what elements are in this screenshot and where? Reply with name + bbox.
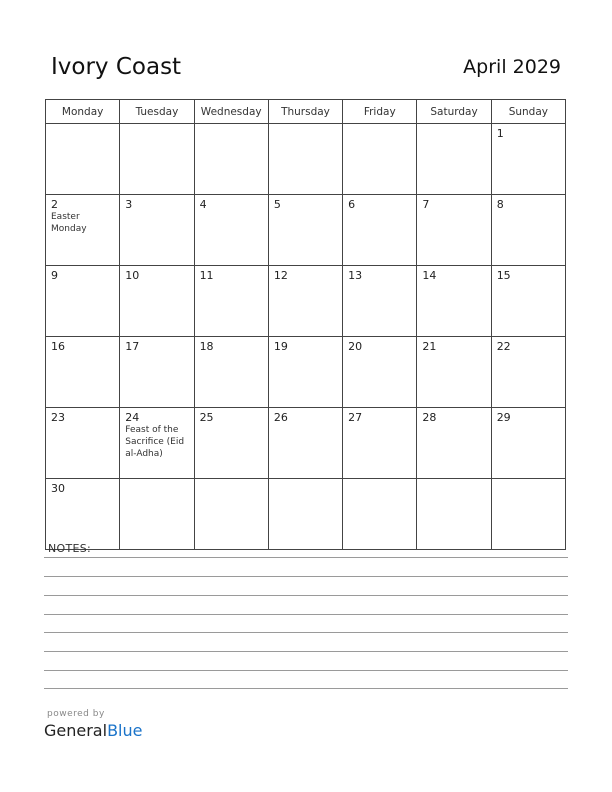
day-cell (491, 337, 565, 408)
day-cell (46, 195, 120, 266)
day-number: 22 (496, 340, 511, 353)
day-number: 10 (125, 269, 140, 282)
day-cell (120, 124, 194, 195)
day-number: 20 (348, 340, 363, 353)
day-number: 18 (199, 340, 214, 353)
day-number: 17 (125, 340, 140, 353)
day-cell (417, 195, 491, 266)
day-number: 13 (348, 269, 363, 282)
day-number: 15 (496, 269, 511, 282)
day-number: 27 (348, 411, 363, 424)
day-cell (417, 337, 491, 408)
day-cell (194, 124, 268, 195)
holiday-label: Easter Monday (51, 212, 87, 234)
week-row (46, 479, 566, 550)
weekday-header: Thursday (268, 100, 342, 124)
calendar-month-title: April 2029 (463, 56, 561, 78)
day-cell (46, 266, 120, 337)
day-cell (268, 408, 342, 479)
week-row (46, 124, 566, 195)
day-cell (194, 337, 268, 408)
day-number: 21 (422, 340, 437, 353)
generalblue-logo[interactable] (44, 721, 142, 740)
week-row (46, 408, 566, 479)
day-cell (46, 124, 120, 195)
weekday-header: Tuesday (120, 100, 194, 124)
day-cell (343, 337, 417, 408)
day-cell (268, 337, 342, 408)
day-number: 16 (51, 340, 65, 353)
note-line (44, 557, 568, 558)
day-cell (120, 479, 194, 550)
day-cell (46, 408, 120, 479)
day-number: 12 (273, 269, 288, 282)
weekday-header: Friday (343, 100, 417, 124)
brand-blue: Blue (107, 721, 143, 740)
calendar-grid (45, 99, 566, 550)
note-line (44, 651, 568, 652)
note-line (44, 670, 568, 671)
day-cell (194, 408, 268, 479)
weekday-header: Wednesday (194, 100, 268, 124)
notes-label: NOTES: (48, 542, 92, 555)
day-cell (417, 124, 491, 195)
day-cell (417, 408, 491, 479)
day-cell (343, 195, 417, 266)
day-cell (268, 479, 342, 550)
day-cell (343, 408, 417, 479)
day-number: 5 (273, 198, 281, 211)
note-line (44, 632, 568, 633)
note-line (44, 614, 568, 615)
day-number: 9 (51, 269, 58, 282)
day-number: 30 (51, 482, 65, 495)
day-number: 24 (125, 411, 140, 424)
day-cell (491, 124, 565, 195)
day-number: 19 (273, 340, 288, 353)
calendar-country-title: Ivory Coast (51, 54, 182, 80)
day-number: 25 (199, 411, 214, 424)
day-cell (491, 408, 565, 479)
day-cell (268, 266, 342, 337)
day-cell (120, 266, 194, 337)
day-cell (46, 479, 120, 550)
day-number: 23 (51, 411, 65, 424)
day-number: 7 (422, 198, 430, 211)
week-row (46, 195, 566, 266)
week-row (46, 337, 566, 408)
weekday-header: Saturday (417, 100, 491, 124)
day-cell (268, 124, 342, 195)
day-number: 29 (496, 411, 511, 424)
holiday-label: Feast of the Sacrifice (Eid al-Adha) (125, 425, 185, 459)
week-row (46, 266, 566, 337)
day-number: 2 (51, 198, 58, 211)
day-cell (343, 266, 417, 337)
day-number: 26 (273, 411, 288, 424)
day-number: 11 (199, 269, 214, 282)
day-cell (268, 195, 342, 266)
day-cell (491, 479, 565, 550)
day-number: 1 (496, 127, 504, 140)
day-cell (194, 195, 268, 266)
day-cell (120, 337, 194, 408)
note-line (44, 576, 568, 577)
note-line (44, 688, 568, 689)
weekday-header: Monday (46, 100, 120, 124)
day-number: 4 (199, 198, 207, 211)
day-number: 28 (422, 411, 437, 424)
day-cell (417, 479, 491, 550)
powered-by-text: powered by (47, 709, 105, 719)
day-cell (343, 124, 417, 195)
brand-general: General (44, 721, 108, 740)
day-number: 8 (496, 198, 504, 211)
weekday-header-row (46, 100, 566, 124)
day-cell (491, 195, 565, 266)
day-cell (343, 479, 417, 550)
day-number: 14 (422, 269, 437, 282)
day-cell (46, 337, 120, 408)
day-cell (194, 266, 268, 337)
day-cell (417, 266, 491, 337)
day-cell (120, 195, 194, 266)
day-cell (194, 479, 268, 550)
note-line (44, 595, 568, 596)
day-number: 3 (125, 198, 133, 211)
weekday-header: Sunday (491, 100, 565, 124)
day-cell (491, 266, 565, 337)
day-cell (120, 408, 194, 479)
day-number: 6 (348, 198, 356, 211)
